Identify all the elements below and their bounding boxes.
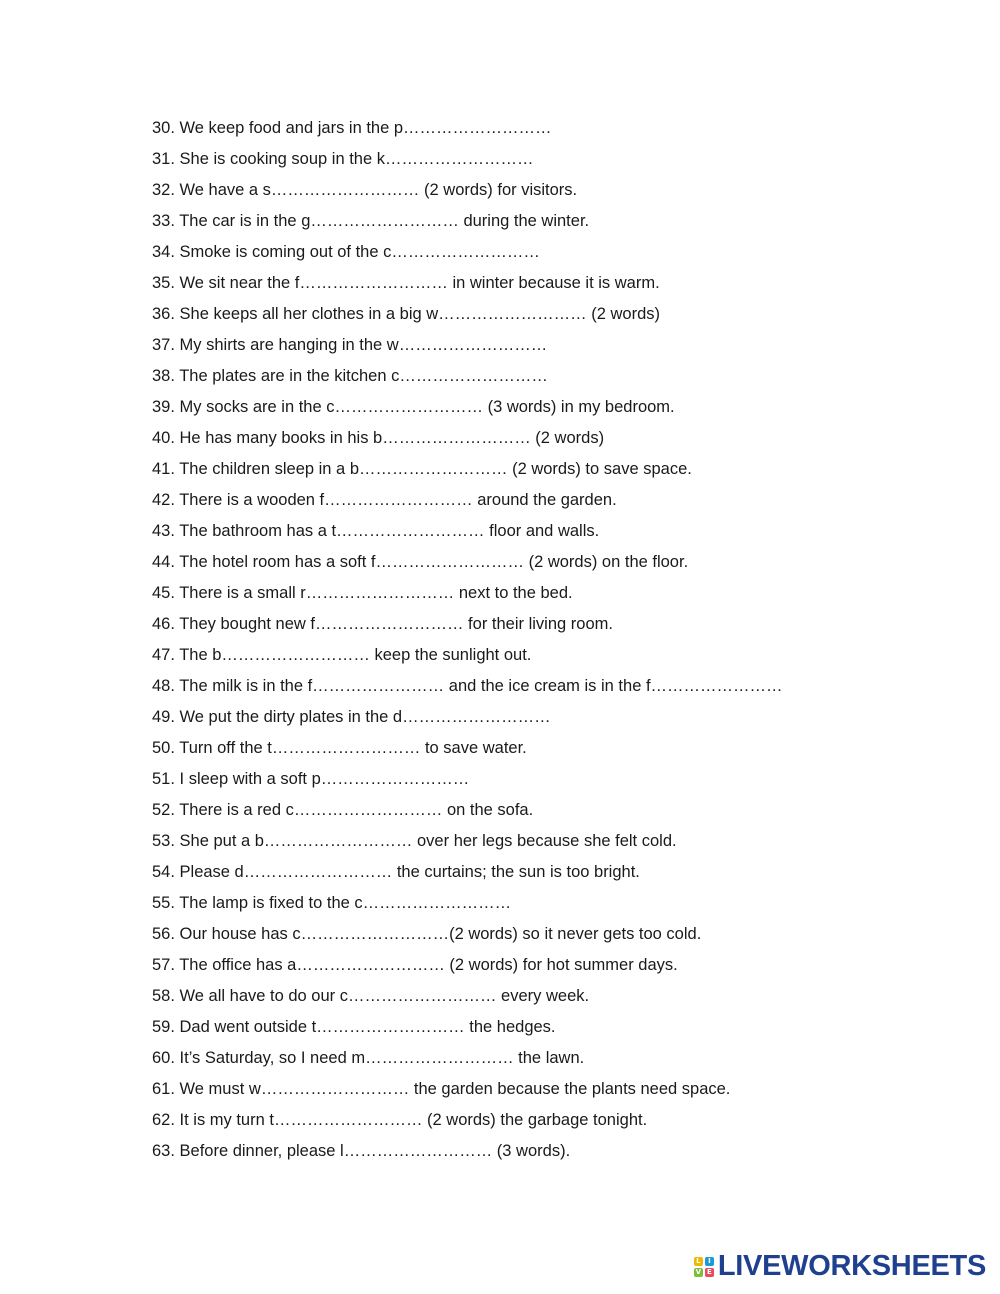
question-line: 30. We keep food and jars in the p……………………… [152,119,552,137]
question-line: 61. We must w……………………… the garden because the plants need space. [152,1080,731,1098]
liveworksheets-logo [694,1251,986,1281]
question-line: 58. We all have to do our c……………………… every week. [152,987,590,1005]
question-line: 53. She put a b……………………… over her legs because she felt cold. [152,832,677,850]
question-line: 47. The b……………………… keep the sunlight out. [152,646,532,664]
question-line: 55. The lamp is fixed to the c……………………… [152,894,512,912]
question-line: 42. There is a wooden f……………………… around the garden. [152,491,617,509]
question-line: 56. Our house has c………………………(2 words) so it never gets too cold. [152,925,702,943]
logo-mark-tile: L [694,1257,703,1266]
logo-mark-tile: V [695,1268,702,1276]
question-line: 51. I sleep with a soft p……………………… [152,770,470,788]
question-line: 31. She is cooking soup in the k……………………… [152,150,534,168]
question-line: 59. Dad went outside t……………………… the hedges. [152,1018,556,1036]
question-line: 46. They bought new f……………………… for their living room. [152,615,613,633]
question-line: 41. The children sleep in a b……………………… (2 words) to save space. [152,460,692,478]
question-line: 57. The office has a……………………… (2 words) for hot summer days. [152,956,678,974]
question-line: 44. The hotel room has a soft f……………………… (2 words) on the floor. [152,553,689,571]
question-line: 34. Smoke is coming out of the c……………………… [152,243,540,261]
question-line: 43. The bathroom has a t……………………… floor and walls. [152,522,600,540]
question-line: 35. We sit near the f……………………… in winter because it is warm. [152,274,660,292]
question-line: 38. The plates are in the kitchen c……………………… [152,367,548,385]
question-line: 49. We put the dirty plates in the d……………………… [152,708,551,726]
logo-wordmark: LIVEWORKSHEETS [717,1250,986,1282]
logo-mark-tile: E [705,1268,714,1277]
logo-mark-tile: I [705,1257,714,1266]
question-line: 48. The milk is in the f…………………… and the ice cream is in the f…………………… [152,677,783,695]
question-line: 63. Before dinner, please l……………………… (3 words). [152,1142,571,1160]
question-line: 36. She keeps all her clothes in a big w……………………… (2 words) [152,305,661,323]
question-line: 50. Turn off the t……………………… to save water. [152,739,527,757]
question-line: 54. Please d……………………… the curtains; the sun is too bright. [152,863,640,881]
question-line: 37. My shirts are hanging in the w……………………… [152,336,548,354]
question-line: 52. There is a red c……………………… on the sofa. [152,801,534,819]
question-line: 45. There is a small r……………………… next to the bed. [152,584,573,602]
question-line: 40. He has many books in his b……………………… (2 words) [152,429,605,447]
question-line: 62. It is my turn t……………………… (2 words) the garbage tonight. [152,1111,648,1129]
question-line: 33. The car is in the g……………………… during the winter. [152,212,590,230]
logo-mark-icon [694,1257,714,1277]
worksheet-question-list [152,116,972,1170]
question-line: 39. My socks are in the c……………………… (3 words) in my bedroom. [152,398,675,416]
question-line: 60. It’s Saturday, so I need m……………………… the lawn. [152,1049,585,1067]
question-line: 32. We have a s……………………… (2 words) for visitors. [152,181,578,199]
